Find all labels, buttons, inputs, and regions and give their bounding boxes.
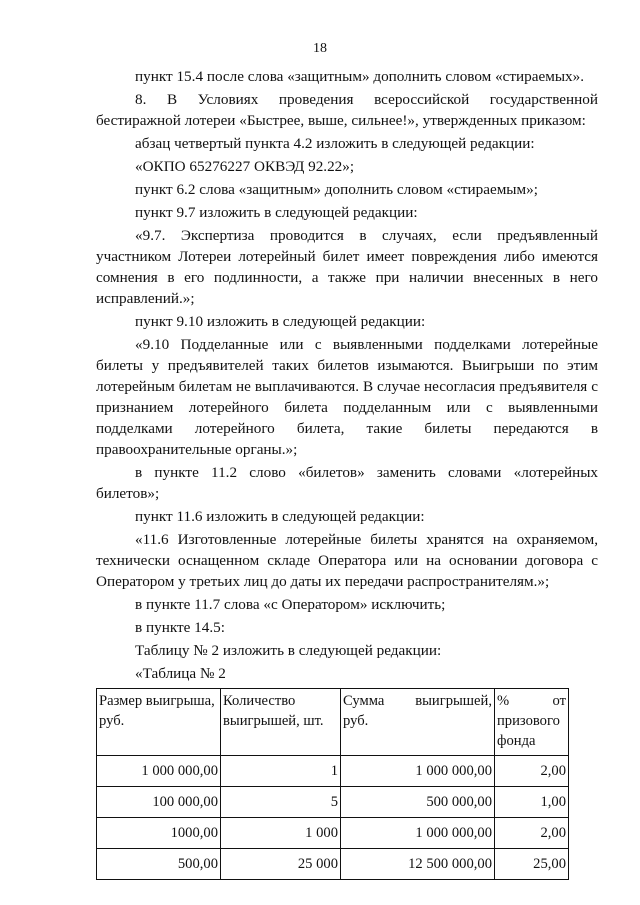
paragraph: «9.7. Экспертиза проводится в случаях, если предъявленный участником Лотереи лотерейный билет имеет повреждения либо имеются сомнения в его подлинности, а также при наличии внесенных в него исправлений.»; <box>96 227 598 307</box>
table-caption: «Таблица № 2 <box>135 665 226 682</box>
page-number: 18 <box>313 41 327 56</box>
paragraph: «ОКПО 65276227 ОКВЭД 92.22»; <box>135 158 355 175</box>
header-prize-count: Количество выигрышей, шт. <box>221 689 341 756</box>
table-header-row <box>97 689 569 756</box>
header-prize-sum: Сумма выигрышей, руб. <box>341 689 495 756</box>
paragraph: в пункте 11.2 слово «билетов» заменить словами «лотерейных билетов»; <box>96 464 598 502</box>
paragraph: в пункте 11.7 слова «с Оператором» исключить; <box>135 596 446 613</box>
table-row <box>97 849 569 880</box>
cell-prize-count: 5 <box>221 787 341 818</box>
cell-prize-percent: 1,00 <box>495 787 569 818</box>
cell-prize-size: 500,00 <box>97 849 221 880</box>
table-row <box>97 818 569 849</box>
cell-prize-size: 1 000 000,00 <box>97 756 221 787</box>
paragraph: пункт 6.2 слова «защитным» дополнить словом «стираемым»; <box>135 181 538 198</box>
cell-prize-sum: 1 000 000,00 <box>341 756 495 787</box>
paragraph: 8. В Условиях проведения всероссийской государственной бестиражной лотереи «Быстрее, выше, сильнее!», утвержденных приказом: <box>96 91 598 129</box>
cell-prize-sum: 500 000,00 <box>341 787 495 818</box>
prize-table <box>96 688 569 880</box>
table-row <box>97 756 569 787</box>
paragraph: пункт 15.4 после слова «защитным» дополнить словом «стираемых». <box>135 68 585 85</box>
header-prize-size: Размер выигрыша, руб. <box>97 689 221 756</box>
cell-prize-size: 1000,00 <box>97 818 221 849</box>
document-body <box>96 66 598 880</box>
cell-prize-percent: 25,00 <box>495 849 569 880</box>
paragraph: абзац четвертый пункта 4.2 изложить в следующей редакции: <box>135 135 535 152</box>
paragraph: пункт 11.6 изложить в следующей редакции: <box>135 508 425 525</box>
cell-prize-percent: 2,00 <box>495 818 569 849</box>
paragraph: в пункте 14.5: <box>135 619 225 636</box>
cell-prize-size: 100 000,00 <box>97 787 221 818</box>
paragraph: «9.10 Подделанные или с выявленными подделками лотерейные билеты у предъявителей таких билетов изымаются. Выигрыши по этим лотерейным билетам не выплачиваются. В случае несогласия предъявителя с признанием лотерейного билета подделанным или с выявленными подделками лотерейного билета, такие билеты передаются в правоохранительные органы.»; <box>96 336 598 458</box>
paragraph: «11.6 Изготовленные лотерейные билеты хранятся на охраняемом, технически оснащенном складе Оператора или на основании договора с Оператором у третьих лиц до даты их передачи распространителям.»; <box>96 531 598 590</box>
cell-prize-count: 25 000 <box>221 849 341 880</box>
cell-prize-count: 1 <box>221 756 341 787</box>
paragraph: пункт 9.7 изложить в следующей редакции: <box>135 204 418 221</box>
paragraph: Таблицу № 2 изложить в следующей редакции: <box>135 642 442 659</box>
header-prize-percent: % от призового фонда <box>495 689 569 756</box>
cell-prize-sum: 12 500 000,00 <box>341 849 495 880</box>
cell-prize-sum: 1 000 000,00 <box>341 818 495 849</box>
cell-prize-count: 1 000 <box>221 818 341 849</box>
cell-prize-percent: 2,00 <box>495 756 569 787</box>
paragraph: пункт 9.10 изложить в следующей редакции: <box>135 313 426 330</box>
table-row <box>97 787 569 818</box>
